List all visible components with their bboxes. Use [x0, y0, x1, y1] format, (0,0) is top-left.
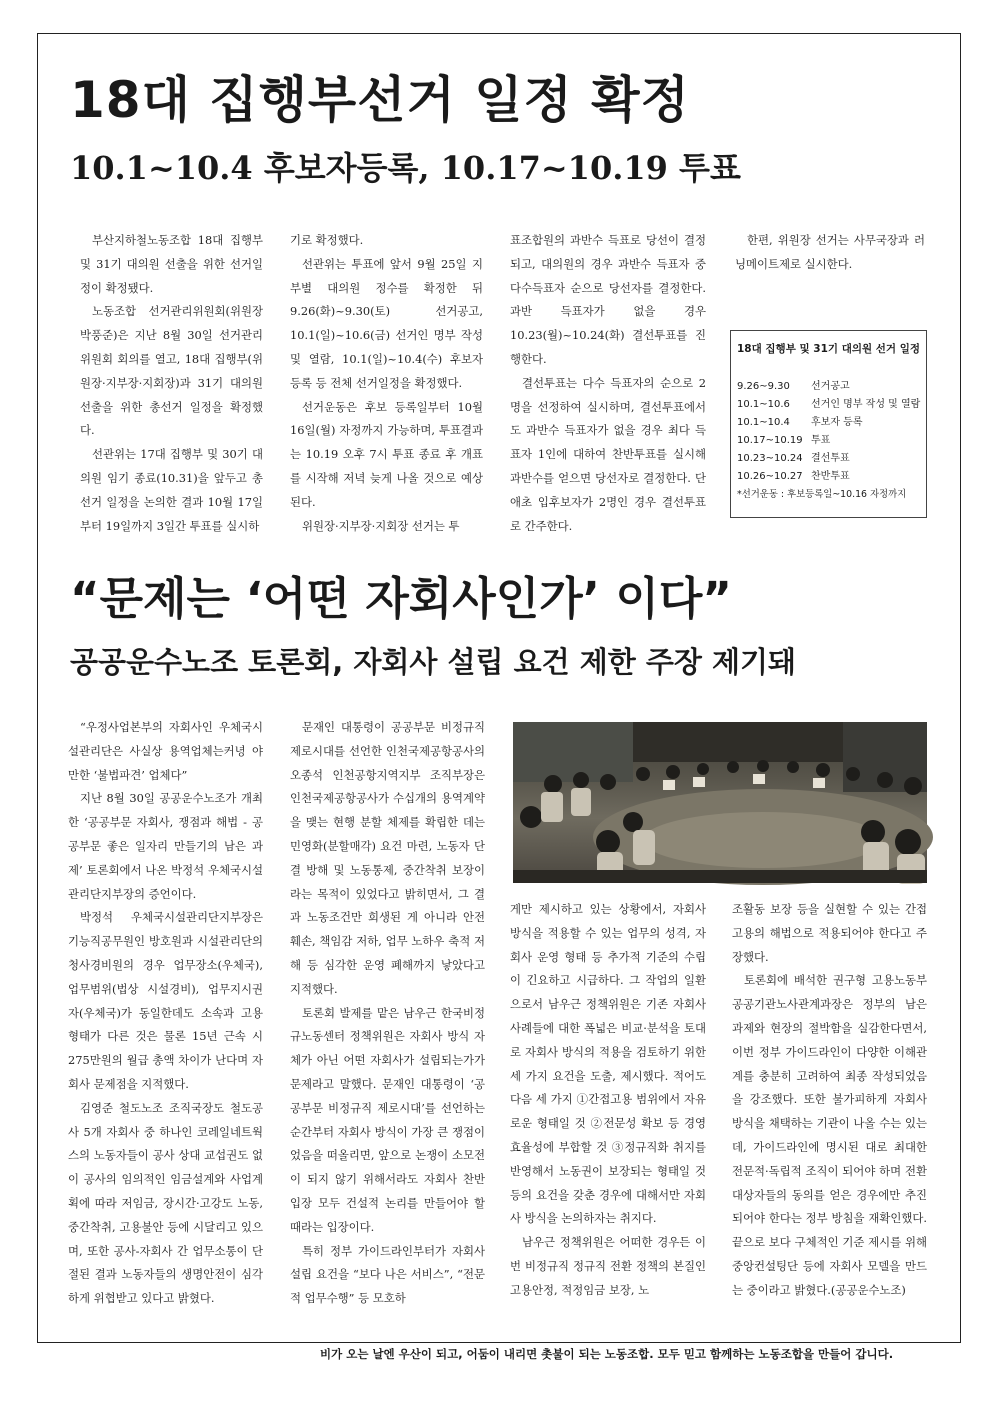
- article2-title: “문제는 ‘어떤 자회사인가’ 이다”: [70, 572, 732, 625]
- schedule-row: [737, 432, 922, 450]
- paragraph: 위원장·지부장·지회장 선거는 투: [302, 518, 460, 533]
- paragraph: 박정석 우체국시설관리단지부장은 기능직공무원인 방호원과 시설관리단의 청사경비원의 경우 업무장소(우체국), 업무범위(법상 시설경비), 업무지시권자(우체국)가 동일한데도 소속과 고용형태가 다른 것은 물론 15년 근속 시 275만원의 월급 총액 차이가 난다며 자회사 문제점을 지적했다.: [68, 910, 263, 1091]
- paragraph: 노동조합 선거관리위원회(위원장 박풍준)은 지난 8월 30일 선거관리위원회 회의를 열고, 18대 집행부(위원장·지부장·지회장)과 31기 대의원 선출을 위한 총선거 일정을 확정했다.: [80, 304, 263, 438]
- paragraph: 표조합원의 과반수 득표로 당선이 결정되고, 대의원의 경우 과반수 득표자 중 다수득표자 순으로 당선자를 결정한다. 과반 득표자가 없을 경우 10.23(월)~10.24(화) 결선투표를 진행한다.: [510, 233, 706, 366]
- article2-subtitle: 공공운수노조 토론회, 자회사 설립 요건 제한 주장 제기돼: [70, 645, 797, 679]
- article1-column-4: [735, 229, 925, 289]
- paragraph: 토론회 발제를 맡은 남우근 한국비정규노동센터 정책위원은 자회사 방식 자체가 아닌 어떤 자회사가 설립되는가가 문제라고 말했다. 문재인 대통령이 ‘공공부문 비정규직 제로시대’를 선언하는 순간부터 자회사 방식이 가장 큰 쟁점이었음을 떠올리면, 앞으로 논쟁이 소모전이 되지 않기 위해서라도 자회사 찬반 입장 모두 건설적 논리를 만들어야 할 때라는 입장이다.: [290, 1005, 485, 1234]
- schedule-event: 투표: [811, 435, 831, 446]
- schedule-row: [737, 378, 922, 396]
- paragraph: 조활동 보장 등을 실현할 수 있는 간접고용의 해법으로 적용되어야 한다고 주장했다.: [732, 902, 927, 964]
- article2-column-1: [68, 716, 263, 1312]
- schedule-event: 결선투표: [811, 453, 850, 464]
- schedule-title: 18대 집행부 및 31기 대의원 선거 일정: [737, 343, 921, 355]
- paragraph: 문재인 대통령이 공공부문 비정규직 제로시대를 선언한 인천국제공항공사의 오종석 인천공항지역지부 조직부장은 인천국제공항공사가 수십개의 용역계약을 맺는 현행 분할 체제를 확립한 데는 민영화(분할매각) 요건 마련, 노동자 단결 방해 및 노동통제, 중간착취 보장이라는 목적이 있었다고 밝히면서, 그 결과 노동조건만 희생된 게 아니라 안전 훼손, 책임감 저하, 업무 노하우 축적 저해 등 심각한 운영 폐해까지 낳았다고 지적했다.: [290, 720, 485, 996]
- article2-column-4: [732, 898, 927, 1312]
- paragraph: 토론회에 배석한 권구형 고용노동부 공공기관노사관계과장은 정부의 남은 과제와 현장의 절박함을 실감한다면서, 이번 정부 가이드라인이 다양한 이해관계를 충분히 고려하여 최종 작성되었음을 강조했다. 또한 불가피하게 자회사 방식을 채택하는 기관이 나올 수는 있는데, 가이드라인에 명시된 대로 최대한 전문적·독립적 조직이 되어야 하며 전환 대상자들의 동의를 얻은 경우에만 추진되어야 한다는 정부 방침을 재확인했다. 끝으로 보다 구체적인 기준 제시를 위해 중앙컨설팅단 등에 자회사 모델을 만드는 중이라고 밝혔다.(공공운수노조): [732, 973, 927, 1297]
- paragraph: 선거운동은 후보 등록일부터 10월 16일(월) 자정까지 가능하며, 투표결과는 10.19 오후 7시 투표 종료 후 개표를 시작해 저녁 늦게 나올 것으로 예상된다.: [290, 399, 483, 509]
- schedule-event: 선거인 명부 작성 및 열람: [811, 399, 921, 410]
- conference-photo-illustration: [513, 722, 927, 883]
- article1-subtitle: 10.1~10.4 후보자등록, 10.17~10.19 투표: [70, 149, 741, 187]
- paragraph: 선관위는 17대 집행부 및 30기 대의원 임기 종료(10.31)을 앞두고 총선거 일정을 논의한 결과 10월 17일부터 19일까지 3일간 투표를 실시하: [80, 447, 263, 533]
- footer-slogan: 비가 오는 날엔 우산이 되고, 어둠이 내리면 촛불이 되는 노동조합. 모두 믿고 함께하는 노동조합을 만들어 갑니다.: [320, 1347, 894, 1361]
- schedule-date: 9.26~9.30: [737, 381, 790, 392]
- article1-title: 18대 집행부선거 일정 확정: [70, 71, 690, 129]
- paragraph: 선관위는 투표에 앞서 9월 25일 지부별 대의원 정수를 확정한 뒤 9.26(화)~9.30(토) 선거공고, 10.1(일)~10.6(금) 선거인 명부 작성 및 열람, 10.1(일)~10.4(수) 후보자 등록 등 전체 선거일정을 확정했다.: [290, 256, 483, 390]
- schedule-event: 후보자 등록: [811, 417, 863, 428]
- election-schedule-box: [730, 330, 927, 518]
- schedule-note: *선거운동 : 후보등록일~10.16 자정까지: [737, 489, 907, 500]
- schedule-row: [737, 396, 922, 414]
- schedule-event: 찬반투표: [811, 471, 850, 482]
- schedule-date: 10.17~10.19: [737, 435, 803, 446]
- article2-column-3: [510, 898, 706, 1312]
- schedule-date: 10.23~10.24: [737, 453, 803, 464]
- paragraph: 게만 제시하고 있는 상황에서, 자회사 방식을 적용할 수 있는 업무의 성격, 자회사 운영 형태 등 추가적 기준의 수립이 긴요하고 시급하다. 그 작업의 일환으로서 남우근 정책위원은 기존 자회사 사례들에 대한 폭넓은 비교·분석을 토대로 자회사 방식의 적용을 검토하기 위한 세 가지 요건을 도출, 제시했다. 적어도 다음 세 가지 ①간접고용 범위에서 자유로운 형태일 것 ②전문성 확보 등 경영효율성에 부합할 것 ③정규직화 취지를 반영해서 노동권이 보장되는 형태일 것 등의 요건을 갖춘 경우에 대해서만 자회사 방식을 논의하자는 취지다.: [510, 902, 706, 1226]
- article2-column-2: [290, 716, 485, 1312]
- paragraph: 김영준 철도노조 조직국장도 철도공사 5개 자회사 중 하나인 코레일네트웍스의 노동자들이 공사 상대 교섭권도 없이 공사의 임의적인 임금설계와 사업계획에 따라 저임금, 장시간·고강도 노동, 중간착취, 고용불안 등에 시달리고 있으며, 또한 공사-자회사 간 업무소통이 단절된 결과 노동자들의 생명안전이 심각하게 위협받고 있다고 밝혔다.: [68, 1100, 263, 1306]
- article1-column-1: [80, 229, 263, 533]
- paragraph: 기로 확정했다.: [290, 233, 364, 247]
- article1-column-3: [510, 229, 706, 533]
- schedule-row: [737, 414, 922, 432]
- paragraph: 특히 정부 가이드라인부터가 자회사 설립 요건을 “보다 나은 서비스”, “전문적 업무수행” 등 모호하: [290, 1243, 485, 1306]
- paragraph: “우정사업본부의 자회사인 우체국시설관리단은 사실상 용역업체는커녕 야만한 ‘불법파견’ 업체다”: [68, 720, 263, 782]
- paragraph: 지난 8월 30일 공공운수노조가 개최한 ‘공공부문 자회사, 쟁점과 해법 - 공공부문 좋은 일자리 만들기의 남은 과제’ 토론회에서 나온 박정석 우체국시설관리단지부장의 증언이다.: [68, 791, 263, 901]
- schedule-date: 10.26~10.27: [737, 471, 803, 482]
- schedule-row: [737, 468, 922, 486]
- paragraph: 결선투표는 다수 득표자의 순으로 2명을 선정하여 실시하며, 결선투표에서도 과반수 득표자가 없을 경우 최다 득표자 1인에 대하여 찬반투표를 실시해 과반수를 얻으면 당선자로 결정한다. 단 애초 입후보자가 2명인 경우 결선투표로 간주한다.: [510, 375, 706, 533]
- schedule-date: 10.1~10.4: [737, 417, 790, 428]
- schedule-date: 10.1~10.6: [737, 399, 790, 410]
- article1-column-2: [290, 229, 483, 533]
- paragraph: 한편, 위원장 선거는 사무국장과 러닝메이트제로 실시한다.: [735, 233, 925, 271]
- paragraph: 부산지하철노동조합 18대 집행부 및 31기 대의원 선출을 위한 선거일정이 확정됐다.: [80, 233, 263, 295]
- schedule-event: 선거공고: [811, 381, 850, 392]
- schedule-row: [737, 450, 922, 468]
- conference-photo: [513, 722, 927, 883]
- paragraph: 남우근 정책위원은 어떠한 경우든 이번 비정규직 정규직 전환 정책의 본질인 고용안정, 적정임금 보장, 노: [510, 1235, 706, 1297]
